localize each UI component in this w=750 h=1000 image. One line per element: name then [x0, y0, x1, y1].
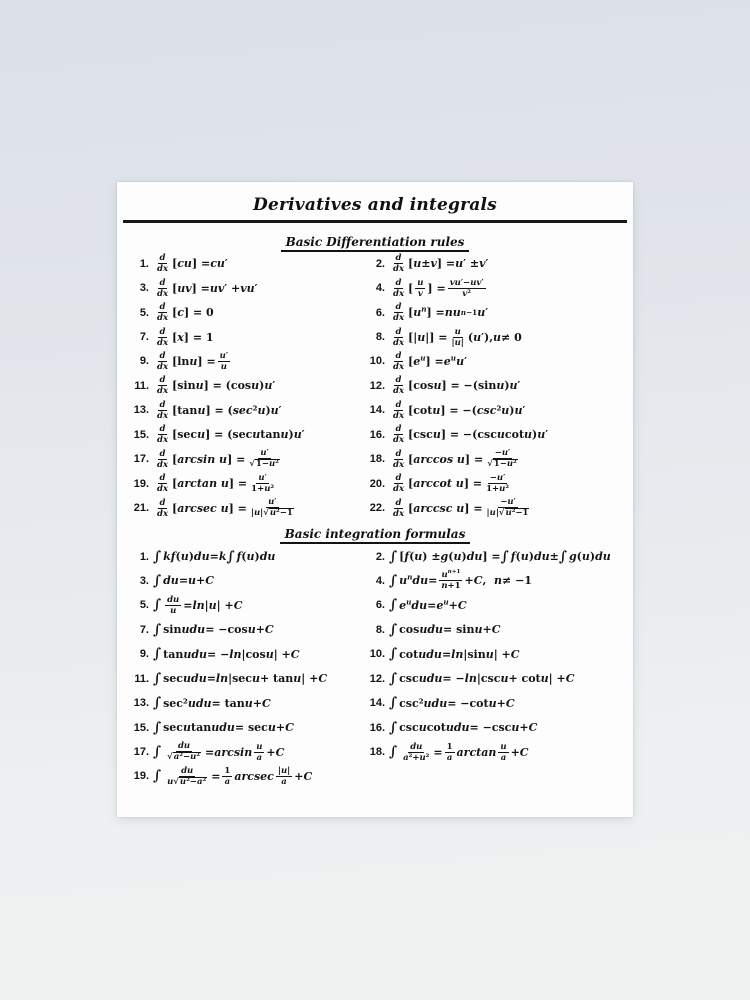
formula: d dx [sin u ] = (cos u ) u ′ — [157, 375, 276, 397]
formula-cell — [129, 400, 365, 421]
formula: ∫ cot u du = ln |sin u | + C — [389, 646, 520, 663]
formula-cell — [365, 550, 633, 563]
formula: d dx [ arccot u ] = −u′ 1+u² — [393, 473, 510, 495]
formula: d dx [ u ± v ] = u ′ ± v ′ — [393, 253, 489, 275]
item-number: 12. — [369, 672, 385, 685]
item-number: 11. — [134, 672, 149, 685]
formula: ∫ sec² u du = tan u + C — [153, 695, 271, 712]
formula-cell — [129, 253, 365, 274]
formula: ∫ cos u du = sin u + C — [389, 621, 501, 638]
formula-cell — [129, 741, 365, 763]
item-number: 2. — [375, 257, 385, 270]
item-number: 18. — [369, 746, 385, 759]
item-number: 14. — [369, 404, 385, 417]
item-number: 1. — [139, 550, 149, 563]
formula: ∫ sec u du = ln |sec u + tan u | + C — [153, 670, 328, 687]
item-number: 4. — [375, 574, 385, 587]
section-differentiation — [117, 231, 633, 521]
formula-cell — [129, 327, 365, 348]
item-number: 19. — [133, 477, 149, 490]
item-number: 2. — [375, 550, 385, 563]
item-number: 11. — [134, 379, 149, 392]
formula-row — [117, 300, 633, 324]
formula-cell — [129, 623, 365, 636]
formula-cell — [129, 497, 365, 519]
formula: d dx [tan u ] = ( sec ² u ) u ′ — [157, 399, 282, 421]
formula-cell — [365, 448, 633, 470]
formula: d dx [ uv ] = uv ′ + vu ′ — [157, 277, 258, 299]
formula-cell — [365, 424, 633, 445]
section-heading: Basic integration formulas — [280, 527, 471, 544]
formula: d dx [ cu ] = cu ′ — [157, 253, 228, 275]
item-number: 15. — [133, 721, 149, 734]
formula-cell — [365, 742, 633, 763]
formula-row — [117, 447, 633, 471]
poster-title: Derivatives and integrals — [253, 195, 497, 215]
item-number: 15. — [133, 428, 149, 441]
formula-cell — [365, 497, 633, 519]
formula-row — [117, 349, 633, 373]
formula: d dx [csc u ] = −(csc u cot u ) u ′ — [393, 424, 549, 446]
item-number: 5. — [139, 306, 149, 319]
formula: d dx [ $e^u$ ] = $e^uu$ ′ — [393, 350, 467, 372]
formula: d dx [ arcsec u ] = u′ |u|√u²−1 — [157, 497, 293, 519]
section-heading: Basic Differentiation rules — [281, 235, 470, 252]
title-rule — [123, 220, 627, 223]
section-heading-wrap — [117, 231, 633, 247]
formula-cell — [129, 648, 365, 661]
formula-cell — [129, 697, 365, 710]
formula: ∫ kf ( u ) du = k ∫ f ( u ) du — [153, 548, 276, 565]
formula: d dx [sec u ] = (sec u tan u ) u ′ — [157, 424, 305, 446]
item-number: 1. — [139, 257, 149, 270]
formula-row — [117, 593, 633, 617]
item-number: 3. — [139, 574, 149, 587]
item-number: 17. — [133, 453, 149, 466]
formula-cell — [365, 327, 633, 348]
item-number: 21. — [133, 502, 149, 515]
formula-row — [117, 618, 633, 642]
formula: ∫ csc u cot u du = −csc u + C — [389, 719, 538, 736]
formula-cell — [365, 351, 633, 372]
formula-row — [117, 642, 633, 666]
item-number: 16. — [369, 428, 385, 441]
item-number: 4. — [375, 282, 385, 295]
formula-row — [117, 569, 633, 593]
formula-list-integration — [117, 544, 633, 788]
item-number: 8. — [375, 331, 385, 344]
item-number: 7. — [139, 623, 149, 636]
formula-cell — [365, 473, 633, 494]
item-number: 6. — [375, 306, 385, 319]
item-number: 8. — [375, 623, 385, 636]
formula-row — [117, 325, 633, 349]
formula-row — [117, 544, 633, 568]
formula: d dx [cot u ] = −( csc ² u ) u ′ — [393, 399, 526, 421]
formula-cell — [365, 599, 633, 612]
item-number: 3. — [139, 282, 149, 295]
formula-cell — [365, 623, 633, 636]
item-number: 13. — [133, 404, 149, 417]
item-number: 5. — [139, 599, 149, 612]
formula-cell — [129, 550, 365, 563]
item-number: 13. — [133, 697, 149, 710]
formula-cell — [365, 375, 633, 396]
formula-row — [117, 691, 633, 715]
section-heading-wrap — [117, 523, 633, 542]
formula: d dx [ $u^n$ ] = nu n−1 u ′ — [393, 302, 489, 324]
formula-row — [117, 374, 633, 398]
item-number: 6. — [375, 599, 385, 612]
formula-row — [117, 252, 633, 276]
formula: ∫ du √a²−u² = arcsin u a + C — [153, 741, 285, 763]
item-number: 12. — [369, 379, 385, 392]
formula-cell — [365, 400, 633, 421]
formula: d dx [ x ] = 1 — [157, 326, 214, 348]
formula: ∫ tan u du = − ln |cos u | + C — [153, 646, 300, 663]
formula: ∫ csc u du = − ln |csc u + cot u | + C — [389, 670, 575, 687]
item-number: 20. — [369, 477, 385, 490]
formula: d dx [ u v ] = vu′−uv′ v² — [393, 277, 484, 299]
formula-cell — [365, 672, 633, 685]
formula: ∫ $u^n$ du = $u^{n+1}$ n+1 + C , n ≠ −1 — [389, 569, 532, 592]
formula-cell — [129, 473, 365, 494]
formula: d dx [ arccos u ] = −u′ √1−u² — [393, 448, 517, 470]
formula-cell — [365, 253, 633, 274]
item-number: 16. — [369, 721, 385, 734]
formula-row — [117, 667, 633, 691]
formula: ∫ csc² u du = −cot u + C — [389, 695, 515, 712]
formula: d dx [ln u ] = u′ u — [157, 350, 229, 372]
formula: ∫ du u√u²−a² = 1 a arcsec |u| a + C — [153, 765, 313, 787]
item-number: 9. — [139, 355, 149, 368]
formula: d dx [cos u ] = −(sin u ) u ′ — [393, 375, 521, 397]
formula: ∫ du u = ln | u | + C — [153, 594, 243, 616]
formula: ∫ du a²+u² = 1 a arctan u a + C — [389, 741, 529, 763]
formula-row — [117, 398, 633, 422]
formula-row — [117, 276, 633, 300]
formula-cell — [129, 766, 365, 788]
item-number: 10. — [369, 648, 385, 661]
formula: ∫ $e^u$ du = $e^u$ + C — [389, 597, 467, 614]
formula-cell — [129, 448, 365, 470]
formula-row — [117, 471, 633, 495]
formula: d dx [| u |] = u |u| ( u ′), u ≠ 0 — [393, 326, 522, 348]
item-number: 9. — [139, 648, 149, 661]
formula-cell — [129, 278, 365, 299]
formula: d dx [ arccsc u ] = −u′ |u|√u²−1 — [393, 497, 529, 519]
formula-cell — [129, 574, 365, 587]
formula: d dx [ c ] = 0 — [157, 302, 214, 324]
item-number: 19. — [133, 770, 149, 783]
formula: d dx [ arctan u ] = u′ 1+u² — [157, 473, 275, 495]
formula-cell — [365, 648, 633, 661]
formula-cell — [365, 697, 633, 710]
formula-row — [117, 423, 633, 447]
formula: ∫ [ f ( u ) ± g ( u ) du ] = ∫ f ( u ) du ± ∫ g ( u ) du — [389, 548, 611, 565]
formula-row — [117, 715, 633, 739]
formula-cell — [365, 278, 633, 299]
item-number: 10. — [369, 355, 385, 368]
formula-cell — [129, 302, 365, 323]
item-number: 14. — [369, 697, 385, 710]
item-number: 7. — [139, 331, 149, 344]
poster — [117, 182, 633, 817]
formula: d dx [ arcsin u ] = u′ √1−u² — [157, 448, 279, 470]
formula: ∫ du = u + C — [153, 572, 215, 589]
formula-cell — [365, 302, 633, 323]
formula: ∫ sin u du = −cos u + C — [153, 621, 274, 638]
formula-list-differentiation — [117, 252, 633, 521]
section-integration — [117, 523, 633, 788]
formula-cell — [129, 424, 365, 445]
formula-row — [117, 740, 633, 764]
formula-row — [117, 764, 633, 788]
item-number: 22. — [369, 502, 385, 515]
formula: ∫ sec u tan u du = sec u + C — [153, 719, 294, 736]
formula-cell — [129, 721, 365, 734]
item-number: 18. — [369, 453, 385, 466]
formula-cell — [129, 351, 365, 372]
formula-cell — [129, 595, 365, 616]
formula-cell — [129, 672, 365, 685]
formula-cell — [129, 375, 365, 396]
item-number: 17. — [133, 746, 149, 759]
formula-row — [117, 496, 633, 520]
formula-cell — [365, 570, 633, 591]
formula-cell — [365, 721, 633, 734]
